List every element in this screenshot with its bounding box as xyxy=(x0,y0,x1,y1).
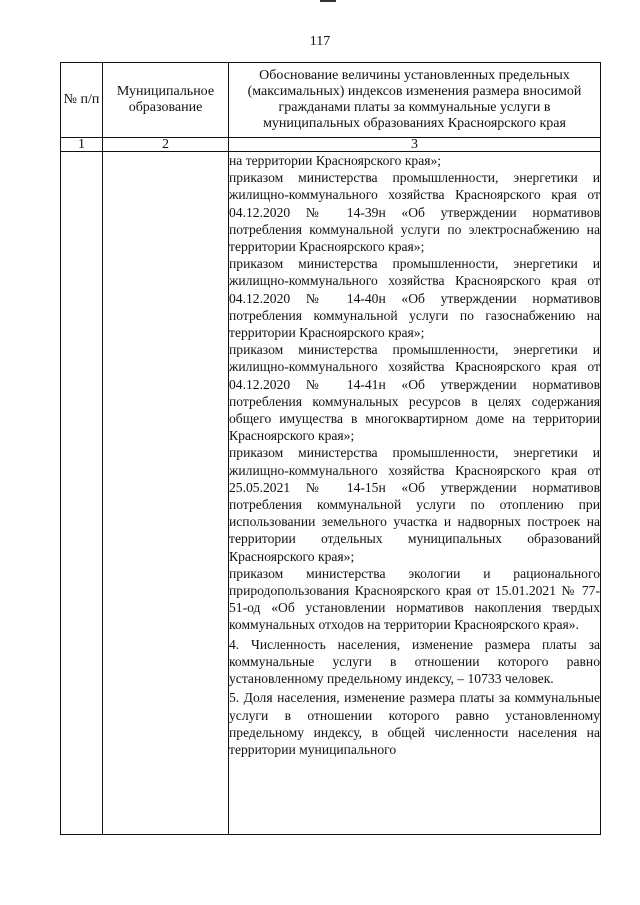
paragraph: 4. Численность населения, изменение размера платы за коммунальные услуги в отношении которого равно установленному предельному индексу, – 10733 человек. xyxy=(229,636,600,687)
paragraph: приказом министерства экологии и рационального природопользования Красноярского края от 15.01.2021 № 77-51-од «Об установлении нормативов накопления твердых коммунальных отходов на территории Красноярского края». xyxy=(229,565,600,633)
header-municipality: Муниципальное образование xyxy=(103,63,229,138)
justification-table xyxy=(60,62,601,835)
paragraph: приказом министерства промышленности, энергетики и жилищно-коммунального хозяйства Красноярского края от 04.12.2020 № 14-39н «Об утверждении нормативов потребления коммунальной услуги по электроснабжению на территории Красноярского края»; xyxy=(229,170,600,255)
paragraph: приказом министерства промышленности, энергетики и жилищно-коммунального хозяйства Красноярского края от 04.12.2020 № 14-40н «Об утверждении нормативов потребления коммунальной услуги по газоснабжению на территории Красноярского края»; xyxy=(229,256,600,341)
row-number-cell xyxy=(61,152,103,835)
justification-cell xyxy=(229,152,601,835)
header-row xyxy=(61,63,601,138)
header-justification: Обоснование величины установленных предельных (максимальных) индексов изменения размера вносимой гражданами платы за коммунальные услуги в муниципальных образованиях Красноярского края xyxy=(229,63,601,138)
paragraph: 5. Доля населения, изменение размера платы за коммунальные услуги в отношении которого равно установленному предельному индексу, в общей численности населения на территории муниципального xyxy=(229,690,600,757)
municipality-cell xyxy=(103,152,229,835)
paragraph: приказом министерства промышленности, энергетики и жилищно-коммунального хозяйства Красноярского края от 04.12.2020 № 14-41н «Об утверждении нормативов потребления коммунальных ресурсов в целях содержания общего имущества в многоквартирном доме на территории Красноярского края»; xyxy=(229,342,600,444)
col-number-3: 3 xyxy=(229,138,601,152)
header-num: № п/п xyxy=(61,63,103,138)
col-number-1: 1 xyxy=(61,138,103,152)
column-number-row xyxy=(61,138,601,152)
paragraph: на территории Красноярского края»; xyxy=(229,153,442,168)
col-number-2: 2 xyxy=(103,138,229,152)
paragraph: приказом министерства промышленности, энергетики и жилищно-коммунального хозяйства Красноярского края от 25.05.2021 № 14-15н «Об утверждении нормативов потребления коммунальной услуги по отоплению при использовании земельного участка и надворных построек на территории отдельных муниципальных образований Красноярского края»; xyxy=(229,445,600,564)
table-row xyxy=(61,152,601,835)
page-number: 117 xyxy=(309,34,331,49)
top-edge-mark xyxy=(320,0,336,2)
